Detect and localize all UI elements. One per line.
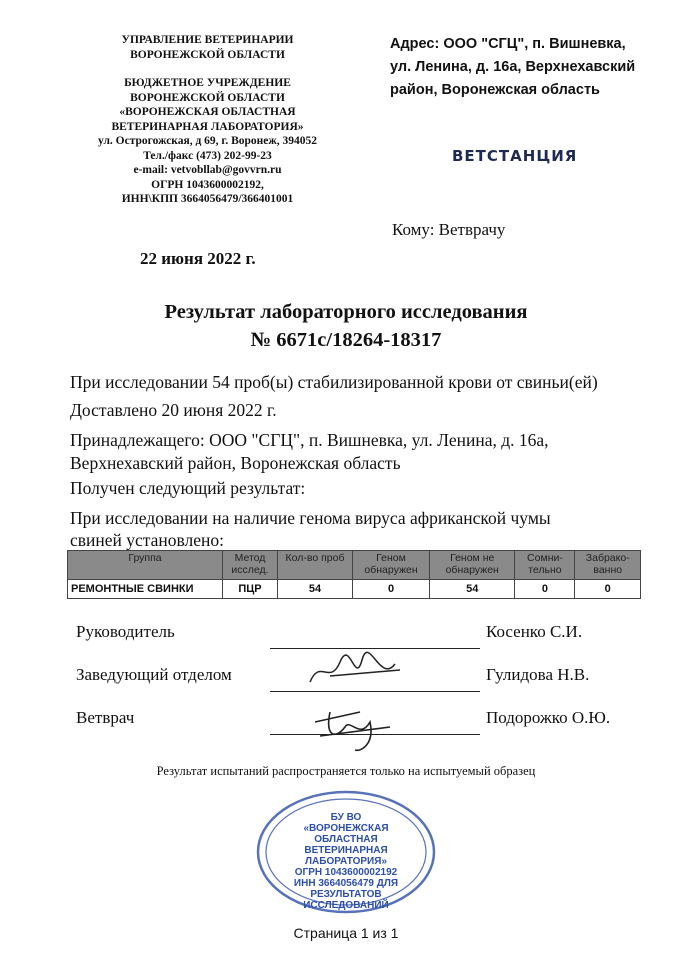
issuer-line: ОГРН 1043600002192, (151, 178, 264, 191)
col-header: Сомни-тельно (515, 551, 575, 580)
address-line: ул. Ленина, д. 16а, Верхнехавский (390, 59, 636, 75)
signer-role: Руководитель (76, 622, 175, 641)
body-line: свиней установлено: (70, 530, 225, 550)
signer-role: Заведующий отделом (76, 665, 232, 684)
addressee: Кому: Ветврачу (392, 220, 506, 239)
issue-date: 22 июня 2022 г. (140, 249, 256, 268)
issuer-line: ИНН\КПП 3664056479/366401001 (121, 193, 294, 205)
issuer-line: e-mail: vetvobllab@govvrn.ru (133, 164, 282, 176)
signer-name: Гулидова Н.В. (486, 665, 590, 684)
results-table (67, 550, 641, 599)
body-line: При исследовании 54 проб(ы) стабилизированной крови от свиньи(ей) (70, 372, 598, 392)
body-line: Доставлено 20 июня 2022 г. (70, 400, 277, 420)
title-line: Результат лабораторного исследования (164, 301, 528, 323)
col-header: Геном не обнаружен (430, 551, 515, 580)
body-line: Верхнехавский район, Воронежская область (70, 453, 401, 473)
cell: 54 (430, 580, 515, 599)
issuer-line: ВЕТЕРИНАРНАЯ ЛАБОРАТОРИЯ» (111, 120, 304, 133)
document-title (0, 298, 692, 354)
col-header: Группа (68, 551, 223, 580)
cell: ПЦР (223, 580, 278, 599)
issuer-line: БЮДЖЕТНОЕ УЧРЕЖДЕНИЕ (124, 77, 291, 89)
issuer-line: ул. Острогожская, д 69, г. Воронеж, 394052 (98, 135, 317, 147)
cell: 0 (353, 580, 430, 599)
body-line: Получен следующий результат: (70, 478, 306, 498)
issuer-line: УПРАВЛЕНИЕ ВЕТЕРИНАРИИ (121, 34, 294, 46)
issuer-line: ВОРОНЕЖСКОЙ ОБЛАСТИ (130, 48, 285, 61)
recipient-address (390, 33, 635, 102)
signature-vet (300, 700, 410, 755)
report-number: № 6671с/18264-18317 (250, 329, 442, 351)
address-line: Адрес: ООО "СГЦ", п. Вишневка, (390, 36, 626, 52)
vet-station-stamp: ВЕТСТАНЦИЯ (452, 147, 578, 165)
page-number: Страница 1 из 1 (293, 925, 399, 941)
cell: РЕМОНТНЫЕ СВИНКИ (68, 580, 223, 599)
table-header-row (68, 551, 641, 580)
body-line: При исследовании на наличие генома вируса африканской чумы (70, 508, 551, 528)
signer-name: Подорожко О.Ю. (486, 708, 611, 727)
address-line: район, Воронежская область (390, 82, 600, 98)
official-seal (256, 790, 436, 914)
col-header: Забрако-ванно (575, 551, 641, 580)
col-header: Метод исслед. (223, 551, 278, 580)
body-line: Принадлежащего: ООО "СГЦ", п. Вишневка, ул. Ленина, д. 16а, (70, 430, 549, 450)
table-row (68, 580, 641, 599)
disclaimer: Результат испытаний распространяется только на испытуемый образец (156, 764, 536, 778)
issuer-line: ВОРОНЕЖСКОЙ ОБЛАСТИ (130, 91, 285, 104)
signer-role: Ветврач (76, 708, 135, 727)
col-header: Кол-во проб (278, 551, 353, 580)
seal-text: БУ ВО «ВОРОНЕЖСКАЯ ОБЛАСТНАЯ ВЕТЕРИНАРНАЯ ЛАБОРАТОРИЯ» ОГРН 1043600002192 ИНН 3664056479 ДЛЯ РЕЗУЛЬТАТОВ ИССЛЕДОВАНИЙ (293, 812, 399, 911)
signature-head-of-dept (300, 650, 420, 690)
issuer-line: Тел./факс (473) 202-99-23 (143, 149, 272, 162)
issuer-line: «ВОРОНЕЖСКАЯ ОБЛАСТНАЯ (119, 106, 296, 118)
cell: 0 (575, 580, 641, 599)
cell: 0 (515, 580, 575, 599)
col-header: Геном обнаружен (353, 551, 430, 580)
cell: 54 (278, 580, 353, 599)
issuer-block (70, 33, 345, 207)
signer-name: Косенко С.И. (486, 622, 583, 641)
